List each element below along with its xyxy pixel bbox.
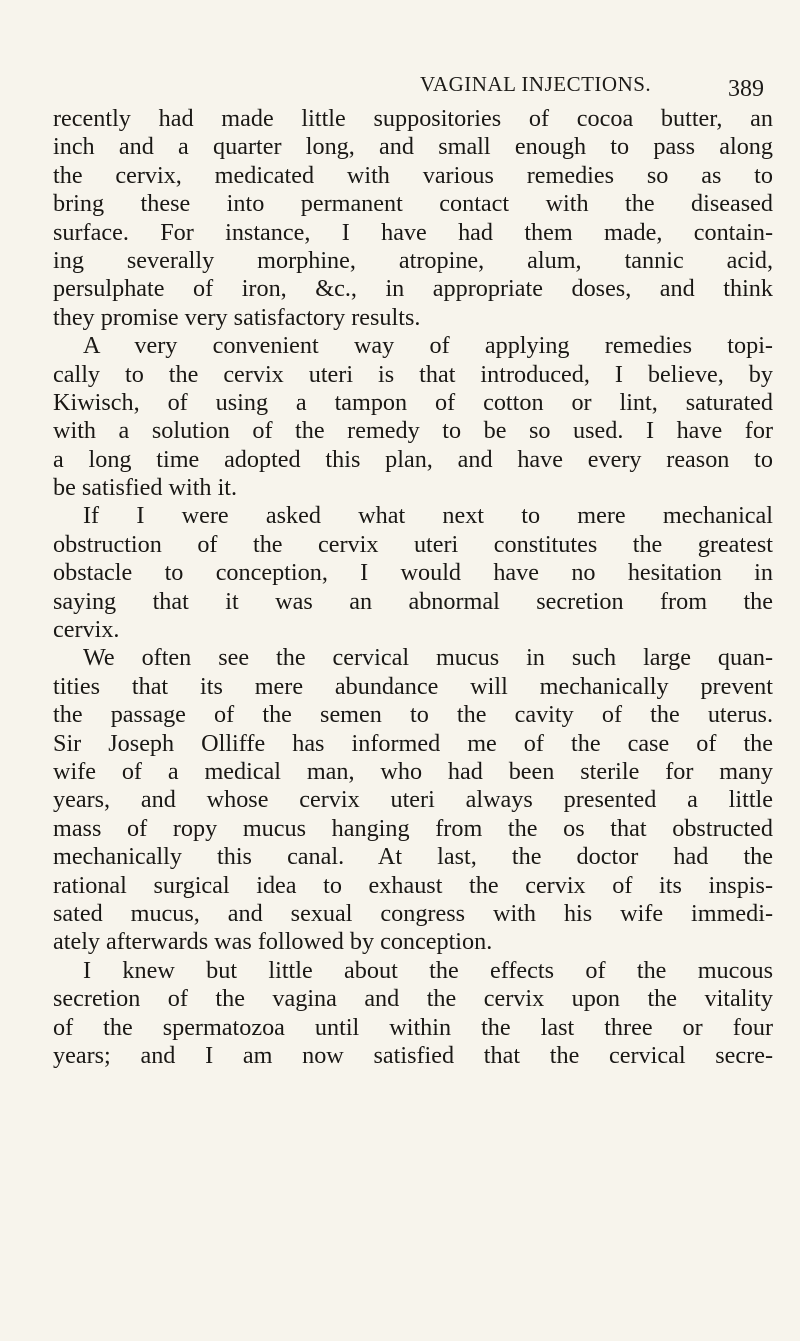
- text-line: saying that it was an abnormal secretion from the: [53, 587, 773, 615]
- text-line: ately afterwards was followed by conception.: [53, 928, 493, 956]
- text-line: tities that its mere abundance will mechanically prevent: [53, 672, 773, 700]
- text-line: obstacle to conception, I would have no hesitation in: [53, 559, 773, 587]
- text-line: If I were asked what next to mere mechanical: [83, 502, 773, 530]
- text-line: of the spermatozoa until within the last three or four: [53, 1013, 773, 1041]
- text-line: mass of ropy mucus hanging from the os that obstructed: [53, 814, 773, 842]
- text-line: a long time adopted this plan, and have every reason to: [53, 445, 773, 473]
- text-line: We often see the cervical mucus in such large quan-: [83, 644, 773, 672]
- page-number: 389: [728, 76, 764, 102]
- text-line: with a solution of the remedy to be so used. I have for: [53, 417, 773, 445]
- text-line: mechanically this canal. At last, the doctor had the: [53, 843, 773, 871]
- text-line: ing severally morphine, atropine, alum, tannic acid,: [53, 246, 773, 274]
- text-line: the passage of the semen to the cavity of the uterus.: [53, 701, 773, 729]
- text-line: rational surgical idea to exhaust the cervix of its inspis-: [53, 871, 773, 899]
- text-line: Sir Joseph Olliffe has informed me of the case of the: [53, 729, 773, 757]
- text-line: cally to the cervix uteri is that introduced, I believe, by: [53, 360, 773, 388]
- running-title: VAGINAL INJECTIONS.: [420, 72, 652, 96]
- body-text: [53, 105, 773, 1070]
- text-line: A very convenient way of applying remedies topi-: [83, 332, 773, 360]
- text-line: Kiwisch, of using a tampon of cotton or lint, saturated: [53, 388, 773, 416]
- text-line: they promise very satisfactory results.: [53, 303, 421, 331]
- text-line: cervix.: [53, 616, 120, 644]
- text-line: inch and a quarter long, and small enough to pass along: [53, 133, 773, 161]
- text-line: sated mucus, and sexual congress with his wife immedi-: [53, 899, 773, 927]
- text-line: recently had made little suppositories of cocoa butter, an: [53, 105, 773, 132]
- text-line: bring these into permanent contact with the diseased: [53, 190, 773, 218]
- text-line: obstruction of the cervix uteri constitutes the greatest: [53, 530, 773, 558]
- text-line: years; and I am now satisfied that the cervical secre-: [53, 1041, 773, 1069]
- text-line: the cervix, medicated with various remedies so as to: [53, 161, 773, 189]
- text-line: wife of a medical man, who had been sterile for many: [53, 757, 773, 785]
- text-line: secretion of the vagina and the cervix upon the vitality: [53, 985, 773, 1013]
- text-line: years, and whose cervix uteri always presented a little: [53, 786, 773, 814]
- text-line: surface. For instance, I have had them made, contain-: [53, 218, 773, 246]
- text-line: persulphate of iron, &c., in appropriate doses, and think: [53, 275, 773, 303]
- text-line: be satisfied with it.: [53, 474, 238, 502]
- text-line: I knew but little about the effects of the mucous: [83, 956, 773, 984]
